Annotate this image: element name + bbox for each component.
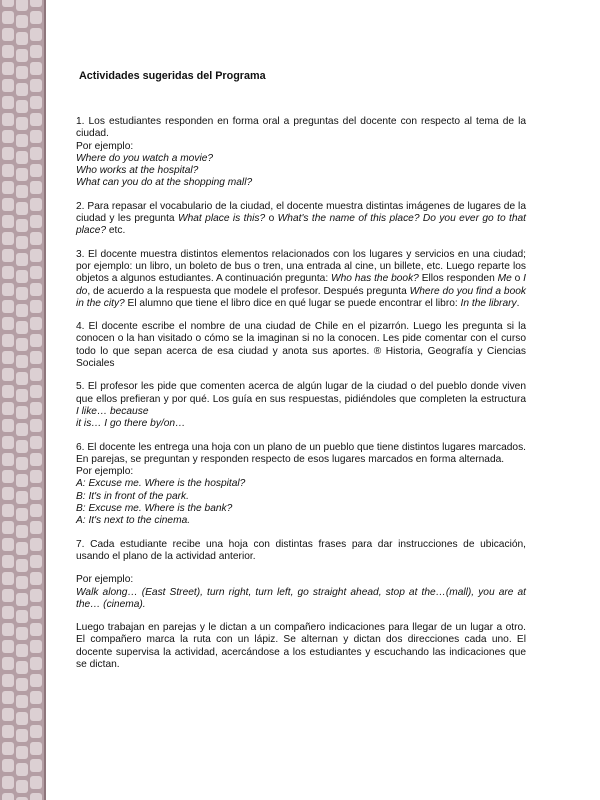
strip-block bbox=[30, 181, 42, 194]
strip-block bbox=[16, 457, 28, 470]
strip-block bbox=[16, 491, 28, 504]
strip-block bbox=[16, 746, 28, 759]
strip-block bbox=[30, 113, 42, 126]
strip-block bbox=[16, 236, 28, 249]
activity-1-intro: 1. Los estudiantes responden en forma oral a preguntas del docente con respecto al tema de la ciudad. bbox=[76, 116, 526, 140]
page-title: Actividades sugeridas del Programa bbox=[79, 70, 266, 82]
strip-block bbox=[2, 351, 14, 364]
strip-block bbox=[16, 644, 28, 657]
strip-block bbox=[16, 185, 28, 198]
strip-block bbox=[16, 474, 28, 487]
strip-block bbox=[2, 215, 14, 228]
activity-1-question-3: What can you do at the shopping mall? bbox=[76, 177, 253, 189]
strip-block bbox=[2, 453, 14, 466]
strip-block bbox=[2, 402, 14, 415]
strip-block bbox=[30, 0, 42, 7]
strip-block bbox=[2, 28, 14, 41]
activity-2-text: 2. Para repasar el vocabulario de la ciudad, el docente muestra distintas imágenes de lugares de la ciudad y les pregunta What place is this? o What's the name of this place? Do you ever go to that place? etc. bbox=[76, 200, 527, 237]
strip-block bbox=[2, 266, 14, 279]
activity-1-question-2: Who works at the hospital? bbox=[76, 165, 199, 177]
strip-block bbox=[2, 181, 14, 194]
strip-block bbox=[30, 589, 42, 602]
activity-2 bbox=[76, 201, 526, 238]
strip-block bbox=[16, 576, 28, 589]
strip-block bbox=[16, 202, 28, 215]
strip-block bbox=[30, 640, 42, 653]
strip-block bbox=[16, 661, 28, 674]
strip-block bbox=[30, 147, 42, 160]
strip-block bbox=[30, 300, 42, 313]
strip-block bbox=[30, 776, 42, 789]
strip-block bbox=[16, 304, 28, 317]
strip-block bbox=[30, 691, 42, 704]
strip-block bbox=[30, 79, 42, 92]
document-page bbox=[76, 70, 526, 671]
strip-block bbox=[16, 49, 28, 62]
strip-block bbox=[30, 164, 42, 177]
strip-block bbox=[30, 249, 42, 262]
strip-block bbox=[30, 266, 42, 279]
strip-block bbox=[16, 610, 28, 623]
activity-3 bbox=[76, 249, 526, 310]
strip-block bbox=[2, 368, 14, 381]
strip-block bbox=[16, 83, 28, 96]
strip-block bbox=[30, 283, 42, 296]
strip-block bbox=[2, 79, 14, 92]
strip-block bbox=[16, 440, 28, 453]
activity-5 bbox=[76, 381, 526, 430]
strip-block bbox=[30, 419, 42, 432]
strip-block bbox=[30, 62, 42, 75]
activity-7 bbox=[76, 539, 526, 672]
strip-block bbox=[16, 406, 28, 419]
strip-block bbox=[30, 742, 42, 755]
strip-block bbox=[16, 168, 28, 181]
strip-block bbox=[30, 96, 42, 109]
activity-3-text: 3. El docente muestra distintos elementos relacionados con los lugares y servicios en una ciudad; por ejemplo: un libro, un boleto de bus o tren, una entrada al cine, un billete, etc. Luego reparte los objetos a algunos estudiantes. A continuación pregunta: Who has the book? Ellos responden Me o I do, de acuerdo a la respuesta que modele el profesor. Después pregunta Where do you find a book in the city? El alumno que tiene el libro dice en qué lugar se puede encontrar el libro: In the library. bbox=[76, 248, 526, 309]
strip-block bbox=[2, 657, 14, 670]
activity-1-question-1: Where do you watch a movie? bbox=[76, 152, 214, 164]
strip-block bbox=[16, 321, 28, 334]
strip-block bbox=[2, 674, 14, 687]
strip-block bbox=[30, 402, 42, 415]
strip-block bbox=[16, 372, 28, 385]
strip-block bbox=[30, 317, 42, 330]
strip-block bbox=[30, 674, 42, 687]
strip-block bbox=[2, 62, 14, 75]
strip-block bbox=[30, 215, 42, 228]
decorative-side-strip bbox=[0, 0, 44, 800]
activity-5-text: 5. El profesor les pide que comenten acerca de algún lugar de la ciudad o del pueblo donde viven que ellos prefieran y por qué. Los guía en sus respuestas, pidiéndoles que completen la estructura I like… because bbox=[76, 381, 526, 417]
strip-block bbox=[16, 678, 28, 691]
strip-block bbox=[2, 623, 14, 636]
strip-block bbox=[2, 793, 14, 800]
dialogue-line-1: A: Excuse me. Where is the hospital? bbox=[76, 478, 246, 490]
strip-block bbox=[2, 249, 14, 262]
activity-1-example-label: Por ejemplo: bbox=[76, 140, 134, 152]
strip-block bbox=[2, 470, 14, 483]
strip-block bbox=[30, 487, 42, 500]
dialogue-line-3: B: Excuse me. Where is the bank? bbox=[76, 503, 233, 515]
activity-1 bbox=[76, 116, 526, 190]
activity-4 bbox=[76, 321, 526, 370]
strip-block bbox=[30, 453, 42, 466]
strip-block bbox=[30, 538, 42, 551]
strip-block bbox=[16, 134, 28, 147]
strip-block bbox=[30, 606, 42, 619]
strip-block bbox=[2, 572, 14, 585]
strip-block bbox=[2, 606, 14, 619]
strip-block bbox=[2, 776, 14, 789]
strip-block bbox=[2, 45, 14, 58]
strip-block bbox=[2, 589, 14, 602]
strip-block bbox=[16, 695, 28, 708]
strip-block bbox=[30, 521, 42, 534]
activity-4-text: 4. El docente escribe el nombre de una ciudad de Chile en el pizarrón. Luego les pregunta si la conocen o la han visitado o cómo se la imaginan si no la conocen. Les pide comentar con el curso todo lo que sepan acerca de esa ciudad y anota sus aportes. ® Historia, Geografía y Ciencias Sociales bbox=[76, 321, 526, 370]
strip-block bbox=[2, 759, 14, 772]
dialogue-line-2: B: It's in front of the park. bbox=[76, 490, 189, 502]
strip-block bbox=[16, 525, 28, 538]
strip-block bbox=[2, 708, 14, 721]
strip-block bbox=[16, 32, 28, 45]
strip-block bbox=[16, 729, 28, 742]
strip-block bbox=[30, 385, 42, 398]
dialogue-line-4: A: It's next to the cinema. bbox=[76, 515, 191, 527]
strip-block bbox=[30, 45, 42, 58]
activity-6-example-label: Por ejemplo: bbox=[76, 466, 134, 478]
activity-6 bbox=[76, 442, 526, 528]
strip-block bbox=[30, 334, 42, 347]
strip-block bbox=[16, 508, 28, 521]
strip-block bbox=[16, 66, 28, 79]
activity-7-intro: 7. Cada estudiante recibe una hoja con distintas frases para dar instrucciones de ubicación, usando el plano de la actividad anterior. bbox=[76, 538, 526, 562]
strip-block bbox=[2, 334, 14, 347]
strip-block bbox=[2, 96, 14, 109]
strip-block bbox=[2, 538, 14, 551]
strip-block bbox=[2, 555, 14, 568]
strip-block bbox=[16, 287, 28, 300]
side-strip-edge bbox=[44, 0, 46, 800]
strip-block bbox=[2, 504, 14, 517]
strip-block bbox=[2, 0, 14, 7]
activity-7-example-label: Por ejemplo: bbox=[76, 574, 134, 586]
strip-block bbox=[2, 232, 14, 245]
strip-block bbox=[16, 780, 28, 793]
strip-block bbox=[30, 232, 42, 245]
strip-block bbox=[2, 283, 14, 296]
strip-block bbox=[30, 470, 42, 483]
strip-block bbox=[2, 385, 14, 398]
strip-block bbox=[30, 368, 42, 381]
strip-block bbox=[16, 542, 28, 555]
strip-block bbox=[16, 712, 28, 725]
strip-block bbox=[2, 436, 14, 449]
strip-block bbox=[2, 725, 14, 738]
strip-block bbox=[30, 657, 42, 670]
strip-block bbox=[16, 0, 28, 11]
strip-block bbox=[2, 198, 14, 211]
strip-block bbox=[2, 130, 14, 143]
strip-block bbox=[16, 593, 28, 606]
strip-block bbox=[16, 270, 28, 283]
strip-block bbox=[30, 351, 42, 364]
strip-block bbox=[30, 436, 42, 449]
strip-block bbox=[2, 691, 14, 704]
strip-block bbox=[30, 708, 42, 721]
strip-block bbox=[16, 15, 28, 28]
strip-block bbox=[2, 487, 14, 500]
activity-7-closing: Luego trabajan en parejas y le dictan a un compañero indicaciones para llegar de un lugar a otro. El compañero marca la ruta con un lápiz. Se alternan y dictan dos direcciones cada uno. El docente supervisa la actividad, acercándose a los estudiantes y escuchando las indicaciones que se dictan. bbox=[76, 622, 526, 670]
activity-5-structure: it is… I go there by/on… bbox=[76, 418, 186, 430]
strip-block bbox=[16, 151, 28, 164]
strip-block bbox=[30, 759, 42, 772]
strip-block bbox=[2, 147, 14, 160]
strip-block bbox=[16, 253, 28, 266]
strip-block bbox=[2, 521, 14, 534]
strip-block bbox=[30, 572, 42, 585]
strip-block bbox=[2, 640, 14, 653]
strip-block bbox=[30, 623, 42, 636]
strip-block bbox=[30, 793, 42, 800]
strip-block bbox=[30, 28, 42, 41]
strip-block bbox=[16, 117, 28, 130]
activity-7-example: Walk along… (East Street), turn right, turn left, go straight ahead, stop at the…(mall), you are at the… (cinema). bbox=[76, 586, 526, 610]
strip-block bbox=[2, 300, 14, 313]
strip-block bbox=[16, 763, 28, 776]
strip-block bbox=[2, 419, 14, 432]
strip-block bbox=[16, 627, 28, 640]
strip-block bbox=[30, 130, 42, 143]
strip-block bbox=[30, 198, 42, 211]
strip-block bbox=[30, 11, 42, 24]
strip-block bbox=[2, 113, 14, 126]
strip-block bbox=[16, 338, 28, 351]
strip-block bbox=[2, 164, 14, 177]
strip-block bbox=[30, 725, 42, 738]
strip-block bbox=[30, 555, 42, 568]
strip-block bbox=[16, 423, 28, 436]
strip-block bbox=[16, 355, 28, 368]
strip-block bbox=[2, 317, 14, 330]
strip-block bbox=[16, 389, 28, 402]
strip-block bbox=[16, 219, 28, 232]
strip-block bbox=[16, 559, 28, 572]
strip-block bbox=[2, 11, 14, 24]
strip-block bbox=[30, 504, 42, 517]
strip-block bbox=[16, 100, 28, 113]
activity-6-intro: 6. El docente les entrega una hoja con un plano de un pueblo que tiene distintos lugares marcados. En parejas, se preguntan y responden respecto de esos lugares marcados en forma alternada. bbox=[76, 441, 526, 465]
strip-block bbox=[2, 742, 14, 755]
